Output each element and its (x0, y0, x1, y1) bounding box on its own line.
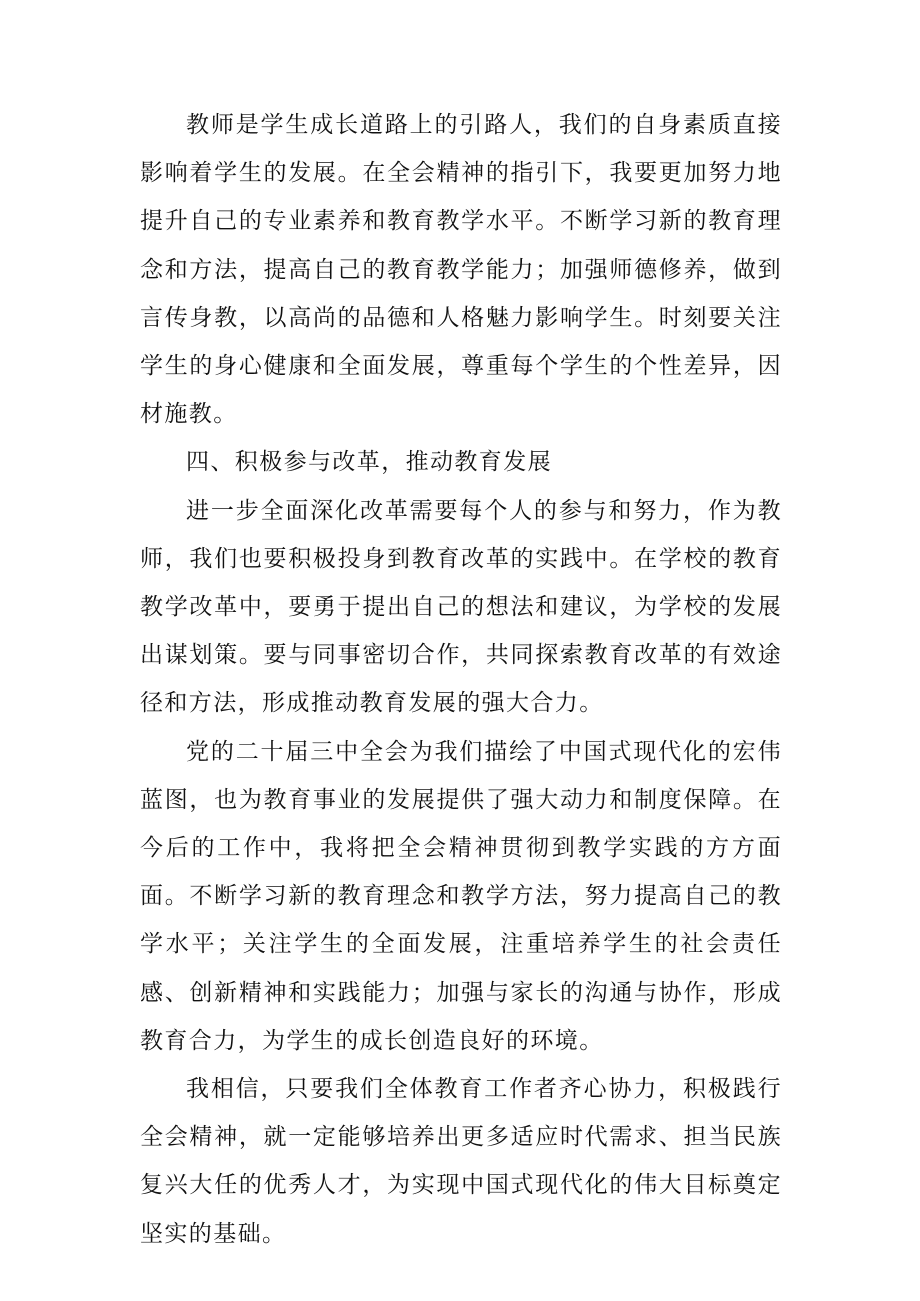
paragraph-teacher-quality: 教师是学生成长道路上的引路人，我们的自身素质直接影响着学生的发展。在全会精神的指引下，我要更加努力地提升自己的专业素养和教育教学水平。不断学习新的教育理念和方法，提高自己的教育教学能力；加强师德修养，做到言传身教，以高尚的品德和人格魅力影响学生。时刻要关注学生的身心健康和全面发展，尊重每个学生的个性差异，因材施教。 (140, 112, 782, 428)
paragraph-participate-reform: 进一步全面深化改革需要每个人的参与和努力，作为教师，我们也要积极投身到教育改革的实践中。在学校的教育教学改革中，要勇于提出自己的想法和建议，为学校的发展出谋划策。要与同事密切合作，共同探索教育改革的有效途径和方法，形成推动教育发展的强大合力。 (140, 497, 782, 717)
paragraph-plenary-blueprint: 党的二十届三中全会为我们描绘了中国式现代化的宏伟蓝图，也为教育事业的发展提供了强大动力和制度保障。在今后的工作中，我将把全会精神贯彻到教学实践的方方面面。不断学习新的教育理念和教学方法，努力提高自己的教学水平；关注学生的全面发展，注重培养学生的社会责任感、创新精神和实践能力；加强与家长的沟通与协作，形成教育合力，为学生的成长创造良好的环境。 (140, 738, 782, 1054)
paragraph-conclusion: 我相信，只要我们全体教育工作者齐心协力，积极践行全会精神，就一定能够培养出更多适应时代需求、担当民族复兴大任的优秀人才，为实现中国式现代化的伟大目标奠定坚实的基础。 (140, 1076, 782, 1247)
section-heading-reform: 四、积极参与改革，推动教育发展 (186, 449, 552, 476)
document-page (140, 101, 782, 1258)
